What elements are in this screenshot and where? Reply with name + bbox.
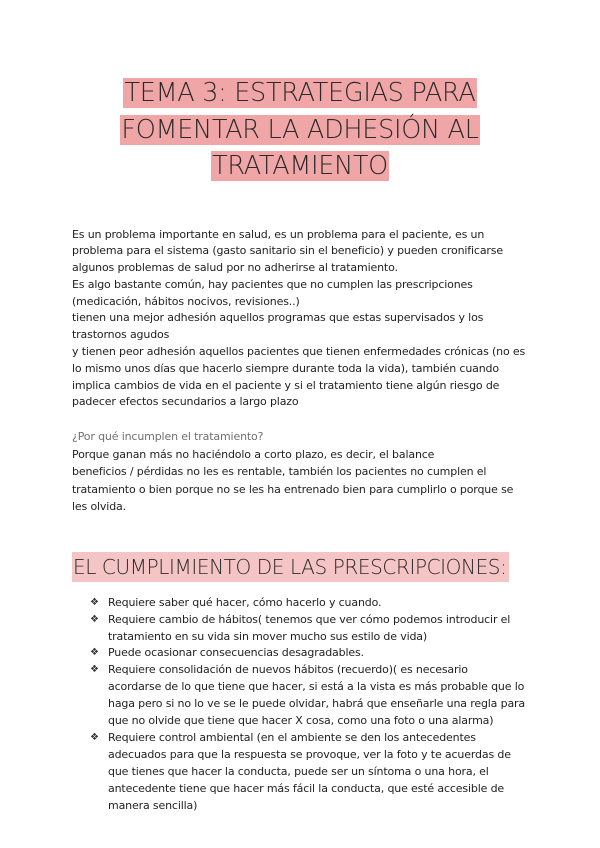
- bullet-text: Requiere cambio de hábitos( tenemos que ver cómo podemos introducir el: [108, 612, 511, 626]
- title-block: [72, 0, 528, 185]
- bullet-item: [90, 730, 528, 815]
- intro-line: padecer efectos secundarios a largo plazo: [72, 395, 299, 409]
- answer-line: tratamiento o bien porque no se les ha entrenado bien para cumplirlo o porque se: [72, 482, 514, 496]
- bullet-text: antecedente tiene que hacer más fácil la conducta, que esté accesible de: [108, 781, 505, 795]
- bullet-text: Requiere control ambiental (en el ambiente se den los antecedentes: [108, 731, 476, 745]
- bullet-text: que tienes que hacer la conducta, puede ser un síntoma o una hora, el: [108, 764, 489, 778]
- intro-line: y tienen peor adhesión aquellos pacientes que tienen enfermedades crónicas (no es: [72, 345, 526, 359]
- intro-line: Es un problema importante en salud, es un problema para el paciente, es un: [72, 227, 485, 241]
- intro-line: problema para el sistema (gasto sanitario sin el beneficio) y pueden cronificarse: [72, 244, 503, 258]
- title-line: TEMA 3: ESTRATEGIAS PARA: [124, 78, 476, 108]
- diamond-bullet-icon: ❖: [90, 732, 99, 744]
- bullet-text: haga pero si no lo ve se le puede olvidar, habrá que enseñarle una regla para: [108, 697, 526, 711]
- bullet-text: Requiere saber qué hacer, cómo hacerlo y cuando.: [108, 595, 382, 609]
- intro-line: tienen una mejor adhesión aquellos programas que estas supervisados y los: [72, 311, 484, 325]
- bullet-text: tratamiento en su vida sin mover mucho sus estilo de vida): [108, 629, 428, 643]
- bullet-text: que no olvide que tiene que hacer X cosa, como una foto o una alarma): [108, 714, 494, 728]
- intro-line: (medicación, hábitos nocivos, revisiones..): [72, 294, 300, 308]
- page-title: [120, 78, 479, 181]
- intro-paragraph: [72, 227, 528, 412]
- bullet-text: acordarse de lo que tiene que hacer, si está a la vista es más probable que lo: [108, 680, 525, 694]
- diamond-bullet-icon: ❖: [90, 613, 99, 625]
- diamond-bullet-icon: ❖: [90, 664, 99, 676]
- title-line: TRATAMIENTO: [212, 151, 388, 181]
- intro-line: lo mismo unos días que hacerlo siempre durante toda la vida), también cuando: [72, 361, 499, 375]
- answer-line: Porque ganan más no haciéndolo a corto plazo, es decir, el balance: [72, 447, 435, 461]
- question-heading: ¿Por qué incumplen el tratamiento?: [72, 430, 264, 444]
- bullet-item: [90, 645, 528, 662]
- diamond-bullet-icon: ❖: [90, 596, 99, 608]
- title-line: FOMENTAR LA ADHESIÓN AL: [121, 114, 479, 145]
- bullet-text: adecuados para que la respuesta se provoque, ver la foto y te acuerdas de: [108, 747, 511, 761]
- intro-line: implica cambios de vida en el paciente y si el tratamiento tiene algún riesgo de: [72, 378, 500, 392]
- section: [72, 552, 528, 815]
- question-block: [72, 428, 528, 516]
- section-heading: EL CUMPLIMIENTO DE LAS PRESCRIPCIONES:: [72, 552, 509, 582]
- intro-line: Es algo bastante común, hay pacientes que no cumplen las prescripciones: [72, 277, 473, 291]
- answer-line: les olvida.: [72, 500, 126, 514]
- bullet-text: manera sencilla): [108, 798, 198, 812]
- bullet-item: [90, 595, 528, 612]
- bullet-list: [72, 595, 528, 815]
- answer-line: beneficios / pérdidas no les es rentable, también los pacientes no cumplen el: [72, 465, 487, 479]
- bullet-text: Puede ocasionar consecuencias desagradables.: [108, 646, 364, 660]
- bullet-item: [90, 662, 528, 730]
- bullet-text: Requiere consolidación de nuevos hábitos (recuerdo)( es necesario: [108, 663, 468, 677]
- intro-line: algunos problemas de salud por no adherirse al tratamiento.: [72, 261, 398, 275]
- diamond-bullet-icon: ❖: [90, 647, 99, 659]
- bullet-item: [90, 612, 528, 646]
- intro-line: trastornos agudos: [72, 328, 170, 342]
